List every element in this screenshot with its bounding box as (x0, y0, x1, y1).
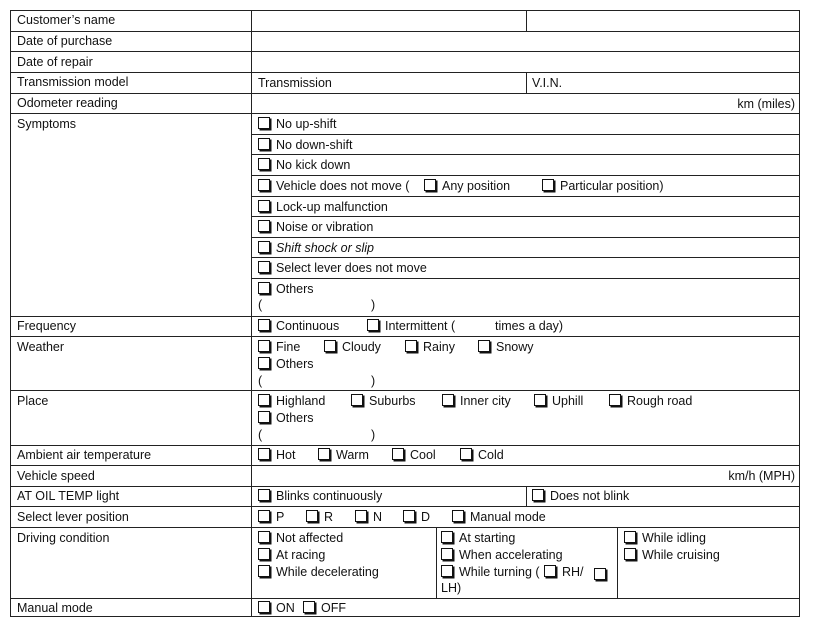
label-at-oil-temp: AT OIL TEMP light (17, 489, 120, 503)
label-place: Place (17, 394, 49, 408)
lever-d[interactable]: D (403, 510, 430, 525)
checkbox-icon[interactable] (258, 510, 270, 522)
checkbox-icon[interactable] (441, 548, 453, 560)
driving-turning[interactable]: While turning ( (441, 565, 540, 580)
label-vehicle-speed: Vehicle speed (17, 469, 95, 483)
paren-open: ( (258, 298, 263, 312)
checkbox-icon[interactable] (532, 489, 544, 501)
frequency-intermittent[interactable]: Intermittent ( (367, 319, 455, 334)
ambient-cool[interactable]: Cool (392, 448, 436, 463)
checkbox-icon[interactable] (405, 340, 417, 352)
driving-at-starting[interactable]: At starting (441, 531, 515, 546)
driving-idling[interactable]: While idling (624, 531, 706, 546)
checkbox-icon[interactable] (258, 179, 270, 191)
checkbox-icon[interactable] (478, 340, 490, 352)
checkbox-icon[interactable] (258, 340, 270, 352)
weather-snowy[interactable]: Snowy (478, 340, 534, 355)
label-manual-mode: Manual mode (17, 601, 93, 615)
checkbox-icon[interactable] (258, 241, 270, 253)
label-driving-condition: Driving condition (17, 531, 110, 545)
driving-not-affected[interactable]: Not affected (258, 531, 343, 546)
place-highland[interactable]: Highland (258, 394, 325, 409)
checkbox-icon[interactable] (306, 510, 318, 522)
checkbox-icon[interactable] (258, 220, 270, 232)
symptom-noise[interactable]: Noise or vibration (258, 220, 373, 235)
frequency-times-a-day: times a day) (495, 319, 564, 333)
symptom-others[interactable]: Others (258, 282, 314, 297)
oil-temp-not-blink[interactable]: Does not blink (532, 489, 629, 504)
driving-turning-rh[interactable]: RH/ (544, 565, 584, 580)
weather-rainy[interactable]: Rainy (405, 340, 455, 355)
label-select-lever: Select lever position (17, 510, 129, 524)
symptom-particular-position[interactable]: Particular position) (542, 179, 664, 194)
label-customer-name: Customer’s name (17, 13, 116, 27)
checkbox-icon[interactable] (460, 448, 472, 460)
label-weather: Weather (17, 340, 65, 354)
driving-accelerating[interactable]: When accelerating (441, 548, 563, 563)
checkbox-icon[interactable] (542, 179, 554, 191)
checkbox-icon[interactable] (624, 548, 636, 560)
lever-manual[interactable]: Manual mode (452, 510, 546, 525)
checkbox-icon[interactable] (609, 394, 621, 406)
place-uphill[interactable]: Uphill (534, 394, 583, 409)
checkbox-icon[interactable] (258, 261, 270, 273)
checkbox-icon[interactable] (624, 531, 636, 543)
manual-mode-on[interactable]: ON (258, 601, 295, 616)
ambient-cold[interactable]: Cold (460, 448, 504, 463)
checkbox-icon[interactable] (392, 448, 404, 460)
driving-cruising[interactable]: While cruising (624, 548, 720, 563)
lever-p[interactable]: P (258, 510, 284, 525)
speed-unit: km/h (MPH) (728, 469, 795, 483)
checkbox-icon[interactable] (424, 179, 436, 191)
symptom-not-move[interactable]: Vehicle does not move ( (258, 179, 409, 194)
checkbox-icon[interactable] (258, 394, 270, 406)
symptom-lever-not-move[interactable]: Select lever does not move (258, 261, 427, 276)
weather-others[interactable]: Others (258, 357, 314, 372)
checkbox-icon[interactable] (324, 340, 336, 352)
oil-temp-blinks[interactable]: Blinks continuously (258, 489, 382, 504)
place-suburbs[interactable]: Suburbs (351, 394, 416, 409)
checkbox-icon[interactable] (303, 601, 315, 613)
place-rough-road[interactable]: Rough road (609, 394, 692, 409)
symptom-no-kickdown[interactable]: No kick down (258, 158, 350, 173)
transmission-label: Transmission (258, 76, 332, 90)
symptom-lockup[interactable]: Lock-up malfunction (258, 200, 388, 215)
manual-mode-off[interactable]: OFF (303, 601, 346, 616)
place-inner-city[interactable]: Inner city (442, 394, 511, 409)
odometer-unit: km (miles) (737, 97, 795, 111)
paren-close: ) (371, 428, 376, 442)
checkbox-icon[interactable] (318, 448, 330, 460)
symptom-no-downshift[interactable]: No down-shift (258, 138, 352, 153)
checkbox-icon[interactable] (258, 565, 270, 577)
driving-turning-lh-checkbox[interactable] (594, 568, 606, 580)
label-date-of-purchase: Date of purchase (17, 34, 113, 48)
label-transmission-model: Transmission model (17, 75, 129, 89)
checkbox-icon[interactable] (403, 510, 415, 522)
weather-fine[interactable]: Fine (258, 340, 300, 355)
paren-close: ) (371, 374, 376, 388)
checkbox-icon[interactable] (258, 319, 270, 331)
checkbox-icon[interactable] (534, 394, 546, 406)
checkbox-icon[interactable] (544, 565, 556, 577)
frequency-continuous[interactable]: Continuous (258, 319, 339, 334)
vin-label: V.I.N. (532, 76, 563, 90)
checkbox-icon[interactable] (258, 117, 270, 129)
checkbox-icon[interactable] (258, 489, 270, 501)
checkbox-icon[interactable] (351, 394, 363, 406)
ambient-hot[interactable]: Hot (258, 448, 295, 463)
label-ambient-temperature: Ambient air temperature (17, 448, 152, 462)
checkbox-icon[interactable] (258, 158, 270, 170)
symptom-shift-shock[interactable]: Shift shock or slip (258, 241, 374, 256)
checkbox-icon[interactable] (258, 357, 270, 369)
checkbox-icon[interactable] (355, 510, 367, 522)
label-date-of-repair: Date of repair (17, 55, 93, 69)
checkbox-icon[interactable] (367, 319, 379, 331)
checkbox-icon[interactable] (258, 601, 270, 613)
checkbox-icon[interactable] (258, 548, 270, 560)
symptom-no-upshift[interactable]: No up-shift (258, 117, 336, 132)
checkbox-icon[interactable] (441, 531, 453, 543)
paren-open: ( (258, 428, 263, 442)
checkbox-icon[interactable] (258, 200, 270, 212)
label-odometer: Odometer reading (17, 96, 118, 110)
checkbox-icon[interactable] (452, 510, 464, 522)
checkbox-icon[interactable] (258, 282, 270, 294)
ambient-warm[interactable]: Warm (318, 448, 369, 463)
place-others[interactable]: Others (258, 411, 314, 426)
checkbox-icon[interactable] (258, 531, 270, 543)
driving-decelerating[interactable]: While decelerating (258, 565, 379, 580)
driving-turning-lh: LH) (441, 581, 462, 595)
lever-r[interactable]: R (306, 510, 333, 525)
label-symptoms: Symptoms (17, 117, 77, 131)
driving-at-racing[interactable]: At racing (258, 548, 325, 563)
lever-n[interactable]: N (355, 510, 382, 525)
checkbox-icon[interactable] (258, 411, 270, 423)
paren-open: ( (258, 374, 263, 388)
checkbox-icon[interactable] (442, 394, 454, 406)
checkbox-icon[interactable] (441, 565, 453, 577)
label-frequency: Frequency (17, 319, 77, 333)
weather-cloudy[interactable]: Cloudy (324, 340, 381, 355)
checkbox-icon[interactable] (258, 138, 270, 150)
checkbox-icon[interactable] (258, 448, 270, 460)
symptom-any-position[interactable]: Any position (424, 179, 510, 194)
paren-close: ) (371, 298, 376, 312)
diagnostic-worksheet (10, 10, 800, 617)
